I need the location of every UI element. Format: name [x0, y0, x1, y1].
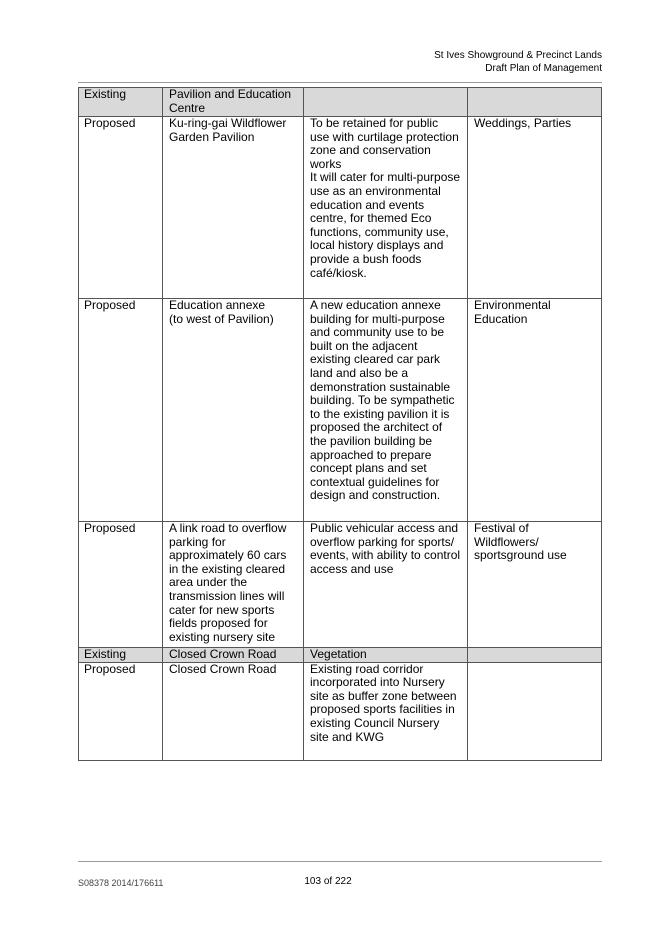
cell-text-line: site and KWG — [310, 729, 385, 744]
cell-use — [468, 522, 602, 648]
table-row — [79, 522, 602, 648]
table-row — [79, 662, 602, 760]
cell-text-line: land and also be a — [310, 365, 409, 380]
cell-text-line: Centre — [169, 100, 206, 115]
cell-text-line: built on the adjacent — [310, 338, 418, 353]
cell-text-line: Education — [474, 311, 528, 326]
cell-description — [304, 662, 468, 760]
cell-text-line: Pavilion and Education — [169, 87, 292, 101]
cell-use — [468, 88, 602, 117]
cell-text-line: local history displays and — [310, 238, 444, 253]
cell-text-line: Education annexe — [169, 298, 266, 312]
cell-text-line: approached to prepare — [310, 447, 432, 462]
cell-description — [304, 88, 468, 117]
cell-use — [468, 662, 602, 760]
cell-text-line: Existing — [84, 87, 127, 101]
cell-text-line: concept plans and set — [310, 461, 427, 476]
cell-status — [79, 662, 163, 760]
cell-text-line: existing Council Nursery — [310, 715, 440, 730]
cell-status — [79, 648, 163, 663]
cell-text-line: overflow parking for sports/ — [310, 534, 455, 549]
cell-text-line: area under the — [169, 575, 248, 590]
cell-text-line: proposed the architect of — [310, 420, 443, 435]
cell-item — [163, 88, 304, 117]
cell-text-line: building. To be sympathetic — [310, 393, 455, 408]
cell-text-line: use as an environmental — [310, 183, 441, 198]
table-row — [79, 88, 602, 117]
cell-text-line: zone and conservation — [310, 143, 431, 158]
cell-text-line: centre, for themed Eco — [310, 211, 432, 226]
table-row — [79, 117, 602, 299]
cell-text-line: to the existing pavilion it is — [310, 406, 450, 421]
cell-item — [163, 117, 304, 299]
header-title: St Ives Showground & Precinct Lands — [434, 50, 602, 61]
cell-text-line: Wildflowers/ — [474, 534, 539, 549]
cell-text-line: site as buffer zone between — [310, 688, 457, 703]
cell-text-line: Public vehicular access and — [310, 521, 459, 535]
cell-text-line: A link road to overflow — [169, 521, 287, 535]
page-number: 103 of 222 — [304, 876, 352, 887]
cell-text-line: A new education annexe — [310, 298, 441, 312]
cell-text-line: existing cleared car park — [310, 352, 441, 367]
cell-text-line: transmission lines will — [169, 588, 285, 603]
header-subtitle: Draft Plan of Management — [485, 63, 602, 74]
cell-text-line: design and construction. — [310, 488, 441, 503]
cell-description — [304, 117, 468, 299]
cell-text-line: Proposed — [84, 521, 136, 535]
cell-text-line: Existing — [84, 647, 127, 661]
cell-text-line: Environmental — [474, 298, 551, 312]
cell-text-line: works — [310, 156, 342, 171]
cell-text-line: Vegetation — [310, 647, 367, 661]
cell-status — [79, 299, 163, 522]
cell-text-line: existing nursery site — [169, 629, 276, 644]
cell-item — [163, 299, 304, 522]
cell-text-line: It will cater for multi-purpose — [310, 170, 461, 185]
cell-description — [304, 648, 468, 663]
cell-text-line: and community use to be — [310, 325, 445, 340]
cell-text-line: provide a bush foods — [310, 251, 422, 266]
cell-text-line: contextual guidelines for — [310, 474, 440, 489]
cell-text-line: cater for new sports — [169, 602, 275, 617]
cell-status — [79, 522, 163, 648]
cell-text-line: Festival of — [474, 521, 529, 535]
cell-text-line: approximately 60 cars — [169, 548, 287, 563]
cell-description — [304, 299, 468, 522]
cell-status — [79, 117, 163, 299]
cell-text-line: Proposed — [84, 116, 136, 130]
table-row — [79, 299, 602, 522]
cell-text-line: sportsground use — [474, 548, 567, 563]
header-divider — [78, 82, 602, 83]
cell-text-line: incorporated into Nursery — [310, 675, 445, 690]
cell-text-line: (to west of Pavilion) — [169, 311, 274, 326]
cell-text-line: Ku-ring-gai Wildflower — [169, 116, 287, 130]
plan-table-body — [79, 88, 602, 761]
document-reference: S08378 2014/176611 — [78, 878, 164, 888]
cell-text-line: Weddings, Parties — [474, 116, 572, 130]
cell-text-line: Closed Crown Road — [169, 661, 277, 676]
cell-use — [468, 117, 602, 299]
cell-text-line: To be retained for public — [310, 116, 439, 130]
footer-divider — [78, 861, 602, 862]
cell-text-line: demonstration sustainable — [310, 379, 451, 394]
cell-text-line: café/kiosk. — [310, 265, 367, 280]
table-row — [79, 648, 602, 663]
cell-item — [163, 522, 304, 648]
plan-table — [78, 87, 602, 761]
cell-text-line: functions, community use, — [310, 224, 449, 239]
cell-text-line: proposed sports facilities in — [310, 702, 455, 717]
cell-use — [468, 648, 602, 663]
cell-item — [163, 662, 304, 760]
cell-text-line: building for multi-purpose — [310, 311, 445, 326]
cell-text-line: Garden Pavilion — [169, 129, 255, 144]
cell-text-line: in the existing cleared — [169, 561, 286, 576]
cell-description — [304, 522, 468, 648]
cell-text-line: the pavilion building be — [310, 433, 433, 448]
cell-text-line: Closed Crown Road — [169, 647, 277, 661]
document-header — [434, 49, 602, 75]
cell-text-line: Existing road corridor — [310, 661, 424, 676]
cell-use — [468, 299, 602, 522]
cell-text-line: parking for — [169, 534, 226, 549]
cell-item — [163, 648, 304, 663]
cell-text-line: access and use — [310, 561, 394, 576]
cell-status — [79, 88, 163, 117]
cell-text-line: Proposed — [84, 298, 136, 312]
cell-text-line: use with curtilage protection — [310, 129, 459, 144]
cell-text-line: Proposed — [84, 661, 136, 676]
cell-text-line: education and events — [310, 197, 425, 212]
cell-text-line: events, with ability to control — [310, 548, 461, 563]
cell-text-line: fields proposed for — [169, 616, 268, 631]
